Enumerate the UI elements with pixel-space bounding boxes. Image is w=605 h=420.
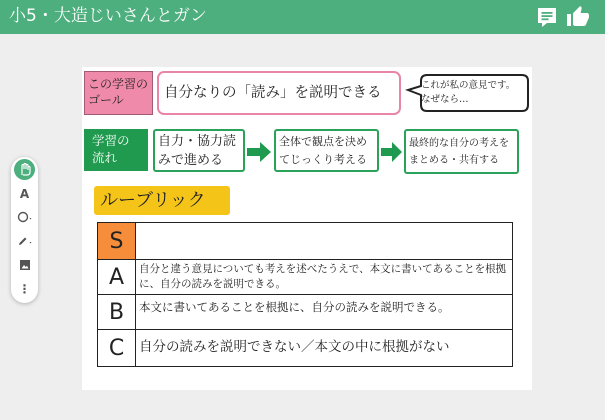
pen-tool-button[interactable]: [11, 230, 38, 252]
like-button[interactable]: [566, 5, 590, 29]
goal-label: この学習のゴール: [84, 71, 153, 115]
more-options-button[interactable]: [11, 278, 38, 300]
flow-step-1: 自力・協力読みで進める: [153, 129, 245, 172]
rubric-row-a: [98, 260, 513, 295]
speech-bubble-line-2: なぜなら…: [421, 94, 469, 105]
rubric-title: ルーブリック: [94, 186, 230, 215]
pen-icon: [17, 235, 33, 247]
flow-step-3: 最終的な自分の考えをまとめる・共有する: [404, 129, 519, 174]
rubric-grade: A: [98, 260, 136, 295]
page-title: 小5・大造じいさんとガン: [9, 6, 207, 26]
app-header: [0, 0, 605, 34]
rubric-row-s: [98, 223, 513, 260]
flow-step-2: 全体で観点を決めてじっくり考える: [274, 129, 379, 172]
drawing-toolbar: [11, 157, 38, 303]
rubric-table: [97, 222, 513, 367]
image-tool-button[interactable]: [11, 254, 38, 276]
rubric-description: 自分と違う意見についても考えを述べたうえで、本文に書いてあることを根拠に、自分の読みを説明できる。: [136, 260, 513, 295]
speech-bubble-line-1: これが私の意見です。: [421, 80, 516, 91]
flow-label: 学習の流れ: [84, 129, 148, 171]
rubric-description: [136, 223, 513, 260]
rubric-grade: S: [98, 223, 136, 260]
more-icon: ⋮: [18, 282, 31, 296]
image-icon: [19, 259, 31, 271]
shape-tool-button[interactable]: [11, 206, 38, 228]
speech-bubble: [405, 73, 530, 113]
rubric-row-c: [98, 330, 513, 367]
speech-bubble-text: [421, 79, 529, 107]
text-icon: A: [19, 187, 30, 201]
right-arrow-icon: [247, 142, 272, 166]
right-arrow-icon: [381, 142, 403, 166]
goal-text: 自分なりの「読み」を説明できる: [157, 71, 401, 115]
comment-button[interactable]: [535, 5, 559, 29]
rubric-grade: B: [98, 295, 136, 330]
text-tool-button[interactable]: [11, 183, 38, 205]
rubric-description: 本文に書いてあることを根拠に、自分の読みを説明できる。: [136, 295, 513, 330]
rubric-grade: C: [98, 330, 136, 367]
shape-icon: [17, 211, 33, 223]
hand-icon: [14, 159, 35, 180]
rubric-description: 自分の読みを説明できない／本文の中に根拠がない: [136, 330, 513, 367]
comment-icon: [535, 5, 559, 29]
hand-tool-button[interactable]: [11, 158, 38, 180]
rubric-row-b: [98, 295, 513, 330]
slide-canvas: [82, 67, 532, 390]
thumbs-up-icon: [566, 5, 590, 29]
